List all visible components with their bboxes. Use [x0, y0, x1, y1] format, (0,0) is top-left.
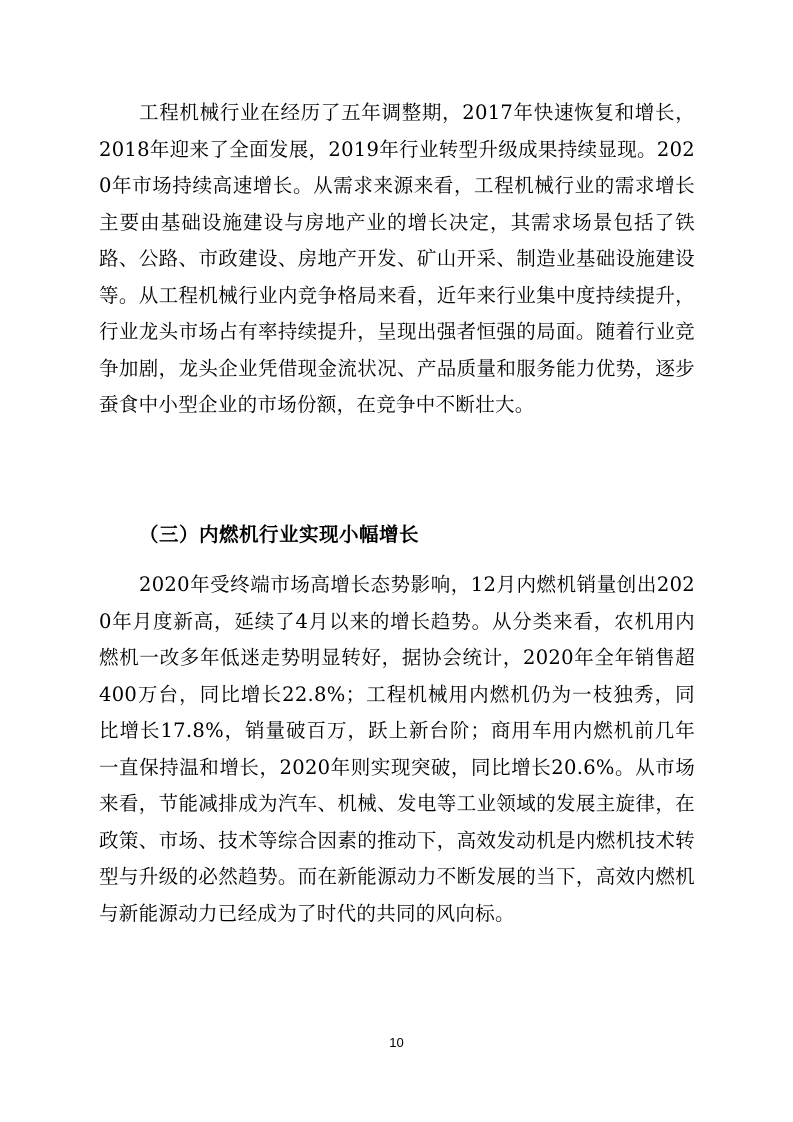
body-paragraph: 工程机械行业在经历了五年调整期，2017年快速恢复和增长，2018年迎来了全面发展，2019年行业转型升级成果持续显现。2020年市场持续高速增长。从需求来源来看，工程机械行业的需求增长主要由基础设施建设与房地产业的增长决定，其需求场景包括了铁路、公路、市政建设、房地产开发、矿山开采、制造业基础设施建设等。从工程机械行业内竞争格局来看，近年来行业集中度持续提升，行业龙头市场占有率持续提升，呈现出强者恒强的局面。随着行业竞争加剧，龙头企业凭借现金流状况、产品质量和服务能力优势，逐步蚕食中小型企业的市场份额，在竞争中不断壮大。 [99, 101, 695, 416]
section-heading: （三）内燃机行业实现小幅增长 [139, 523, 420, 546]
body-paragraph: 2020年受终端市场高增长态势影响，12月内燃机销量创出2020年月度新高，延续了4月以来的增长趋势。从分类来看，农机用内燃机一改多年低迷走势明显转好，据协会统计，2020年全年销售超400万台，同比增长22.8%；工程机械用内燃机仍为一枝独秀，同比增长17.8%，销量破百万，跃上新台阶；商用车用内燃机前几年一直保持温和增长，2020年则实现突破，同比增长20.6%。从市场来看，节能减排成为汽车、机械、发电等工业领域的发展主旋律，在政策、市场、技术等综合因素的推动下，高效发动机是内燃机技术转型与升级的必然趋势。而在新能源动力不断发展的当下，高效内燃机与新能源动力已经成为了时代的共同的风向标。 [99, 573, 695, 925]
page-number: 10 [389, 1035, 404, 1050]
